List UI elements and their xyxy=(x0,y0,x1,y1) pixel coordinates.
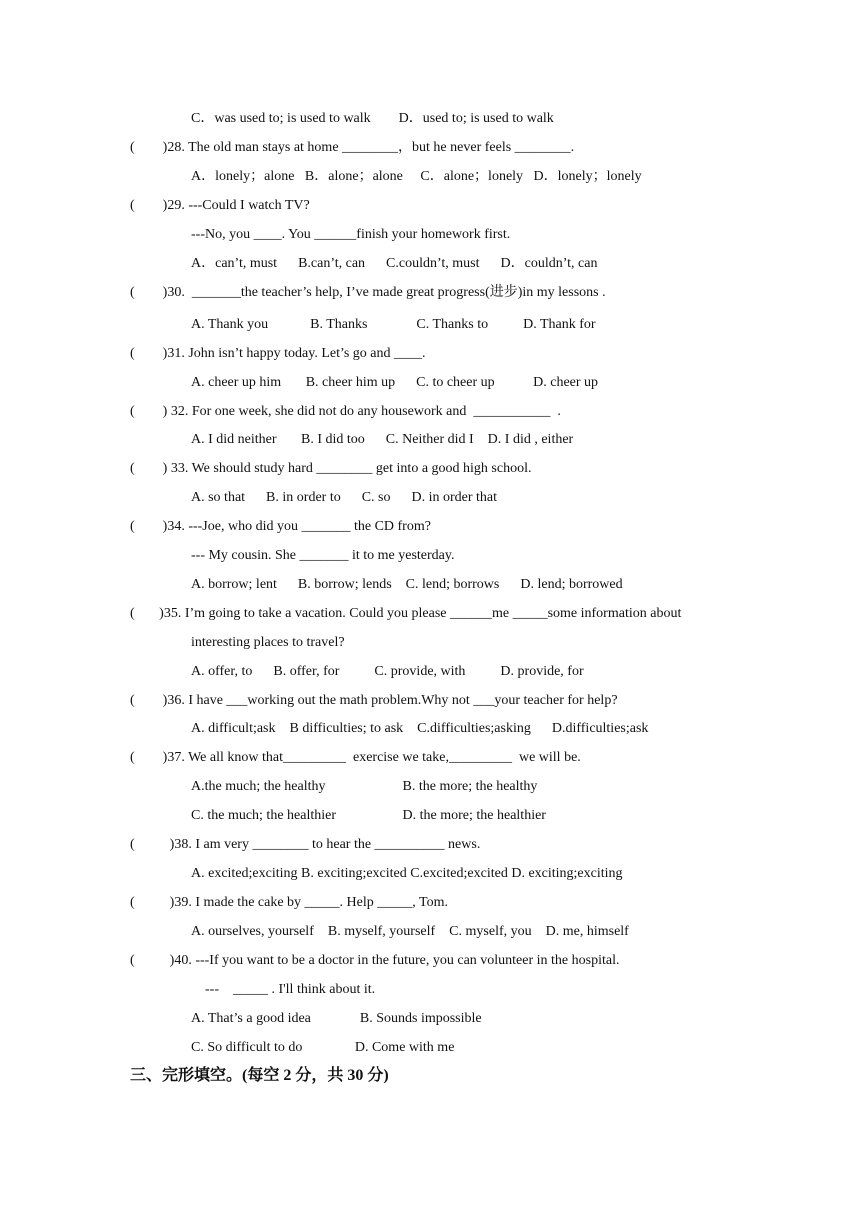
option-line: A. Thank you B. Thanks C. Thanks to D. Thank for xyxy=(191,317,596,332)
option-line: A.the much; the healthy B. the more; the healthy xyxy=(191,779,538,794)
option-line: C．was used to; is used to walk D．used to; is used to walk xyxy=(191,111,554,126)
question-40: ( )40. ---If you want to be a doctor in the future, you can volunteer in the hospital. xyxy=(130,953,620,968)
question-31: ( )31. John isn’t happy today. Let’s go and ____. xyxy=(130,346,426,361)
question-38: ( )38. I am very ________ to hear the __________ news. xyxy=(130,837,481,852)
option-line: C. So difficult to do D. Come with me xyxy=(191,1040,455,1055)
question-34: ( )34. ---Joe, who did you _______ the CD from? xyxy=(130,519,431,534)
question-29: ( )29. ---Could I watch TV? xyxy=(130,198,310,213)
option-line: A. excited;exciting B. exciting;excited C.excited;excited D. exciting;exciting xyxy=(191,866,623,881)
dialogue-line: --- My cousin. She _______ it to me yesterday. xyxy=(191,548,455,563)
option-line: A．lonely；alone B．alone；alone C．alone；lonely D．lonely；lonely xyxy=(191,169,642,184)
question-36: ( )36. I have ___working out the math problem.Why not ___your teacher for help? xyxy=(130,693,618,708)
option-line: A．can’t, must B.can’t, can C.couldn’t, must D．couldn’t, can xyxy=(191,256,598,271)
option-line: A. borrow; lent B. borrow; lends C. lend; borrows D. lend; borrowed xyxy=(191,577,623,592)
option-line: A. so that B. in order to C. so D. in order that xyxy=(191,490,498,505)
question-32: ( ) 32. For one week, she did not do any housework and ___________ . xyxy=(130,404,561,419)
option-line: A. offer, to B. offer, for C. provide, with D. provide, for xyxy=(191,664,584,679)
option-line: A. I did neither B. I did too C. Neither did I D. I did , either xyxy=(191,432,574,447)
dialogue-line: --- _____ . I'll think about it. xyxy=(205,982,376,997)
question-33: ( ) 33. We should study hard ________ get into a good high school. xyxy=(130,461,532,476)
question-39: ( )39. I made the cake by _____. Help _____, Tom. xyxy=(130,895,448,910)
question-30: ( )30. _______the teacher’s help, I’ve made great progress(进步)in my lessons . xyxy=(130,285,606,300)
question-continuation: interesting places to travel? xyxy=(191,635,345,650)
question-28: ( )28. The old man stays at home ________，but he never feels ________. xyxy=(130,140,575,155)
question-37: ( )37. We all know that_________ exercise we take,_________ we will be. xyxy=(130,750,581,765)
option-line: A. cheer up him B. cheer him up C. to cheer up D. cheer up xyxy=(191,375,599,390)
option-line: C. the much; the healthier D. the more; the healthier xyxy=(191,808,546,823)
section-heading: 三、完形填空。(每空 2 分，共 30 分) xyxy=(130,1067,389,1084)
dialogue-line: ---No, you ____. You ______finish your homework first. xyxy=(191,227,511,242)
option-line: A. That’s a good idea B. Sounds impossible xyxy=(191,1011,482,1026)
option-line: A. difficult;ask B difficulties; to ask C.difficulties;asking D.difficulties;ask xyxy=(191,721,649,736)
question-35: ( )35. I’m going to take a vacation. Could you please ______me _____some information about xyxy=(130,606,682,621)
option-line: A. ourselves, yourself B. myself, yourself C. myself, you D. me, himself xyxy=(191,924,629,939)
